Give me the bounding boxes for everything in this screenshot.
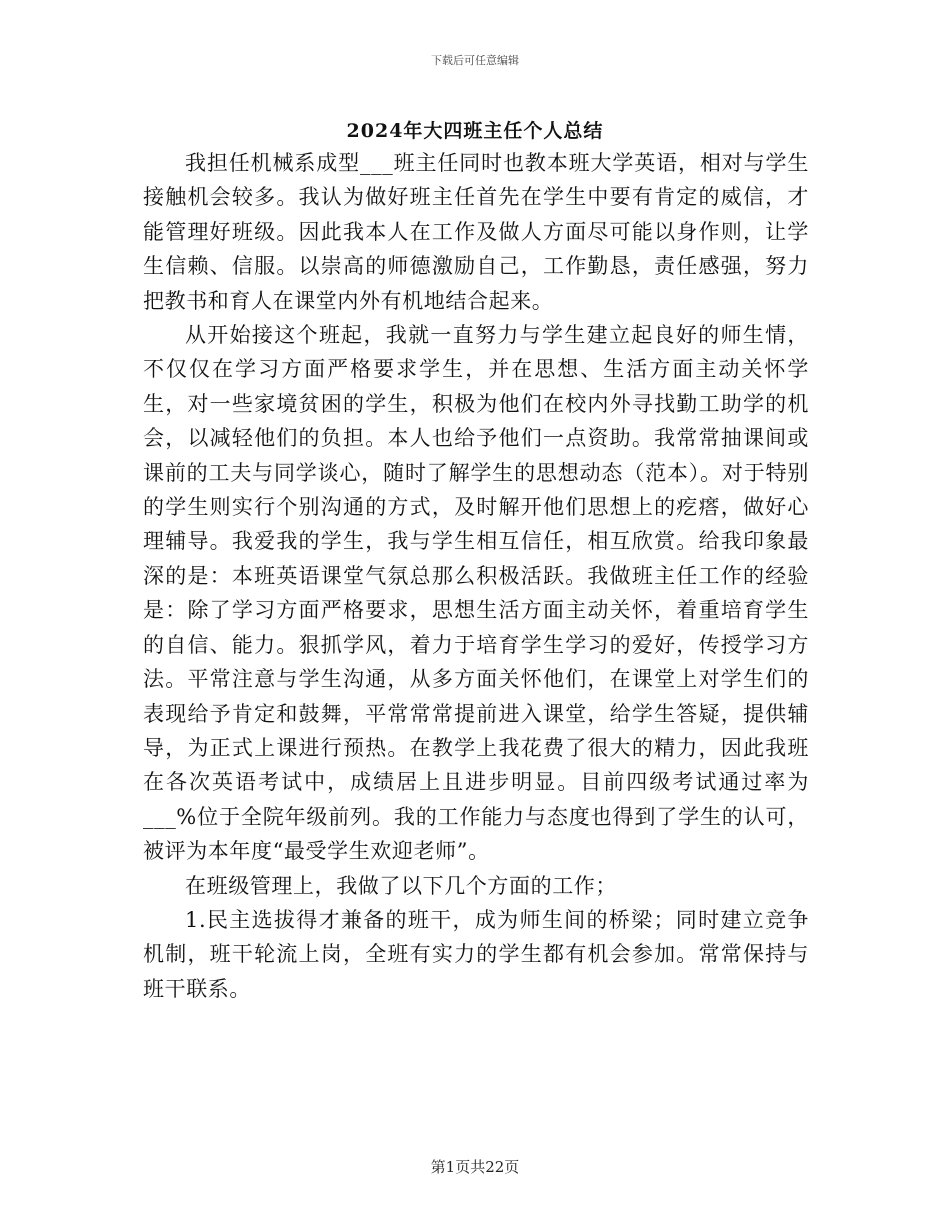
paragraph-4: 1.民主选拔得才兼备的班干，成为师生间的桥梁；同时建立竞争机制，班干轮流上岗，全班有实力的学生都有机会参加。常常保持与班干联系。	[143, 907, 809, 1001]
document-body	[143, 146, 809, 1006]
paragraph-1: 我担任机械系成型___班主任同时也教本班大学英语，相对与学生接触机会较多。我认为做好班主任首先在学生中要有肯定的威信，才能管理好班级。因此我本人在工作及做人方面尽可能以身作则，让学生信赖、信服。以崇高的师德激励自己，工作勤恳，责任感强，努力把教书和育人在课堂内外有机地结合起来。	[143, 151, 809, 313]
paragraph-3: 在班级管理上，我做了以下几个方面的工作；	[185, 873, 617, 898]
paragraph-2: 从开始接这个班起，我就一直努力与学生建立起良好的师生情，不仅仅在学习方面严格要求学生，并在思想、生活方面主动关怀学生，对一些家境贫困的学生，积极为他们在校内外寻找勤工助学的机会，以减轻他们的负担。本人也给予他们一点资助。我常常抽课间或课前的工夫与同学谈心，随时了解学生的思想动态（范本）。对于特别的学生则实行个别沟通的方式，及时解开他们思想上的疙瘩，做好心理辅导。我爱我的学生，我与学生相互信任，相互欣赏。给我印象最深的是：本班英语课堂气氛总那么积极活跃。我做班主任工作的经验是：除了学习方面严格要求，思想生活方面主动关怀，着重培育学生的自信、能力。狠抓学风，着力于培育学生学习的爱好，传授学习方法。平常注意与学生沟通，从多方面关怀他们，在课堂上对学生们的表现给予肯定和鼓舞，平常常常提前进入课堂，给学生答疑，提供辅导，为正式上课进行预热。在教学上我花费了很大的精力，因此我班在各次英语考试中，成绩居上且进步明显。目前四级考试通过率为___%位于全院年级前列。我的工作能力与态度也得到了学生的认可，被评为本年度“最受学生欢迎老师”。	[143, 323, 809, 864]
page-number-footer: 第1页共22页	[430, 1158, 520, 1176]
page-header-note: 下载后可任意编辑	[431, 54, 519, 67]
document-title: 2024年大四班主任个人总结	[346, 120, 604, 142]
